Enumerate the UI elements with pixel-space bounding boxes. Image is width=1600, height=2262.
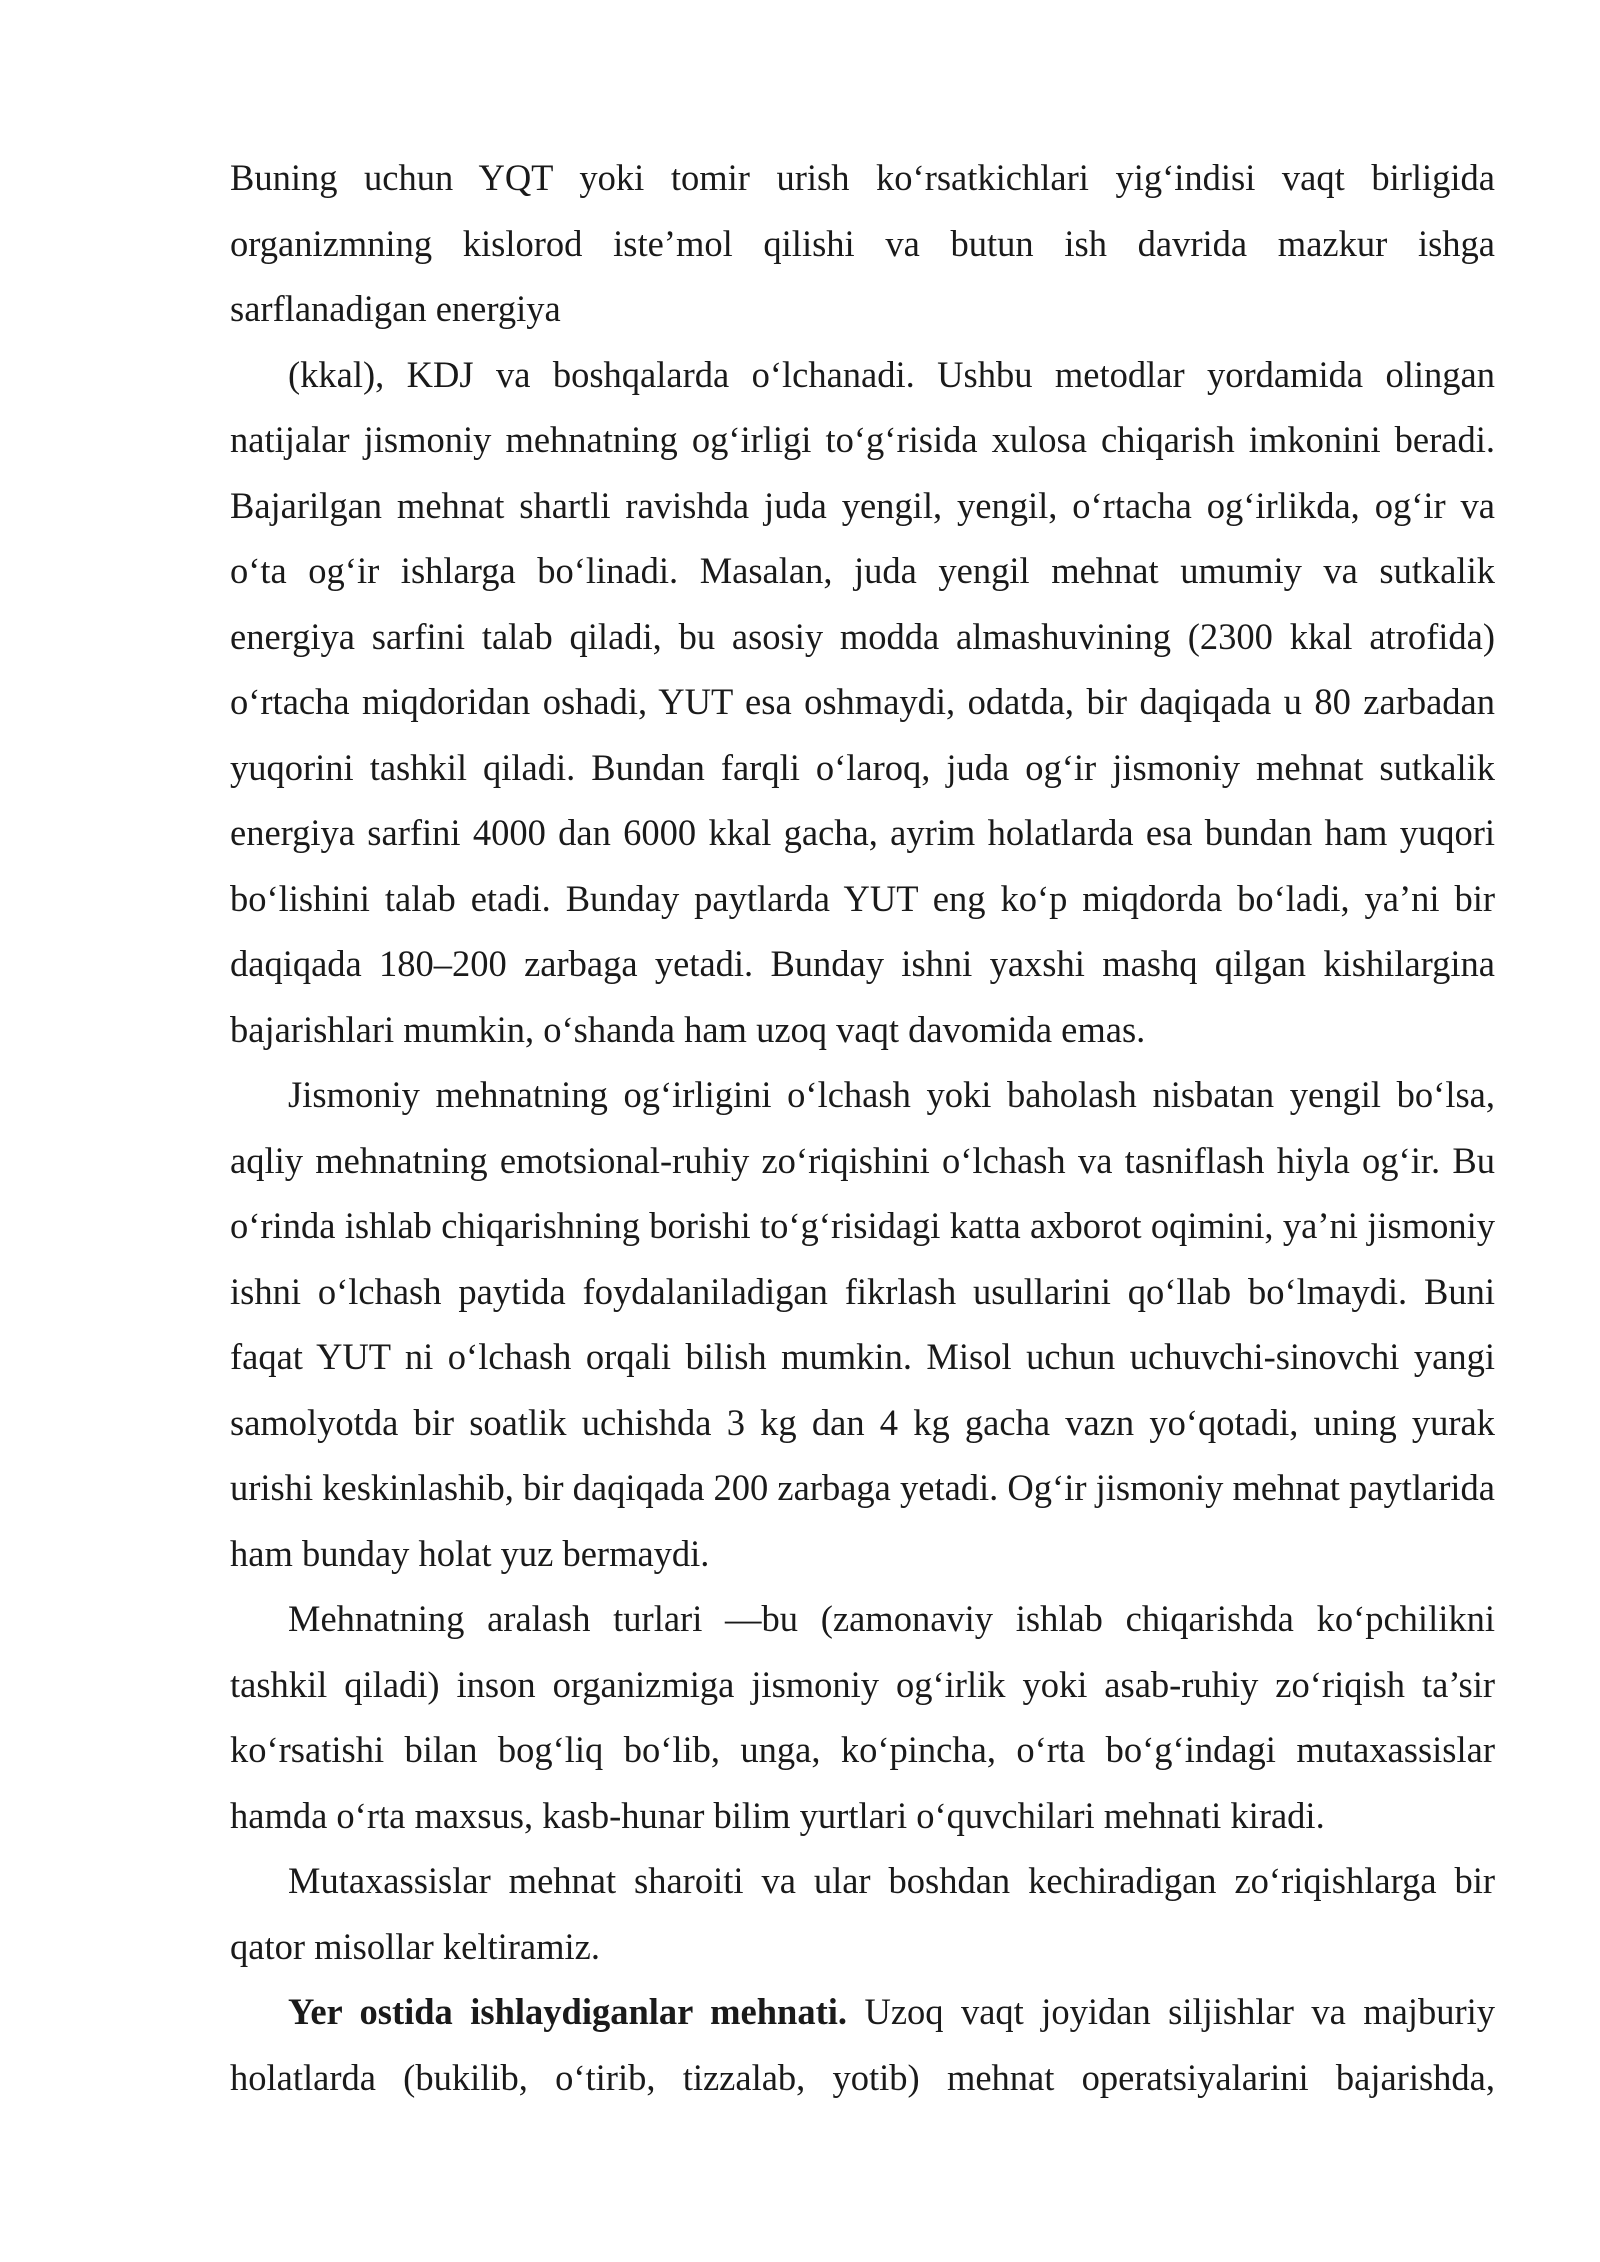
paragraph-1	[230, 145, 1495, 342]
paragraph-2	[230, 342, 1495, 1063]
section-heading-underground-work: Yer ostida ishlaydiganlar mehnati.	[288, 1991, 848, 2032]
paragraph-6-text: Uzoq vaqt joyidan siljishlar va majburiy holatlarda (bukilib, o‘tirib, tizzalab, yotib) mehnat operatsiyalarini bajarishda,	[230, 1991, 1495, 2098]
paragraph-4-text: Mehnatning aralash turlari —bu (zamonaviy ishlab chiqarishda ko‘pchilikni tashkil qiladi) inson organizmiga jismoniy og‘irlik yoki asab-ruhiy zo‘riqish ta’sir ko‘rsatishi bilan bog‘liq bo‘lib, unga, ko‘pincha, o‘rta bo‘g‘indagi mutaxassislar hamda o‘rta maxsus, kasb-hunar bilim yurtlari o‘quvchilari mehnati kiradi.	[230, 1598, 1495, 1836]
paragraph-2-text: (kkal), KDJ va boshqalarda o‘lchanadi. Ushbu metodlar yordamida olingan natijalar jismoniy mehnatning og‘irligi to‘g‘risida xulosa chiqarish imkonini beradi. Bajarilgan mehnat shartli ravishda juda yengil, yengil, o‘rtacha og‘irlikda, og‘ir va o‘ta og‘ir ishlarga bo‘linadi. Masalan, juda yengil mehnat umumiy va sutkalik energiya sarfini talab qiladi, bu asosiy modda almashuvining (2300 kkal atrofida) o‘rtacha miqdoridan oshadi, YUT esa oshmaydi, odatda, bir daqiqada u 80 zarbadan yuqorini tashkil qiladi. Bundan farqli o‘laroq, juda og‘ir jismoniy mehnat sutkalik energiya sarfini 4000 dan 6000 kkal gacha, ayrim holatlarda esa bundan ham yuqori bo‘lishini talab etadi. Bunday paytlarda YUT eng ko‘p miqdorda bo‘ladi, ya’ni bir daqiqada 180–200 zarbaga yetadi. Bunday ishni yaxshi mashq qilgan kishilargina bajarishlari mumkin, o‘shanda ham uzoq vaqt davomida emas.	[230, 353, 1495, 1050]
paragraph-3-text: Jismoniy mehnatning og‘irligini o‘lchash yoki baholash nisbatan yengil bo‘lsa, aqliy mehnatning emotsional-ruhiy zo‘riqishini o‘lchash va tasniflash hiyla og‘ir. Bu o‘rinda ishlab chiqarishning borishi to‘g‘risidagi katta axborot oqimini, ya’ni jismoniy ishni o‘lchash paytida foydalaniladigan fikrlash usullarini qo‘llab bo‘lmaydi. Buni faqat YUT ni o‘lchash orqali bilish mumkin. Misol uchun uchuvchi-sinovchi yangi samolyotda bir soatlik uchishda 3 kg dan 4 kg gacha vazn yo‘qotadi, uning yurak urishi keskinlashib, bir daqiqada 200 zarbaga yetadi. Og‘ir jismoniy mehnat paytlarida ham bunday holat yuz bermaydi.	[230, 1074, 1495, 1574]
paragraph-3	[230, 1062, 1495, 1586]
paragraph-6	[230, 1979, 1495, 2110]
paragraph-5-text: Mutaxassislar mehnat sharoiti va ular boshdan kechiradigan zo‘riqishlarga bir qator misollar keltiramiz.	[230, 1860, 1495, 1967]
paragraph-1-text: Buning uchun YQT yoki tomir urish ko‘rsatkichlari yig‘indisi vaqt birligida organizmning kislorod iste’mol qilishi va butun ish davrida mazkur ishga sarflanadigan energiya	[230, 157, 1495, 329]
paragraph-5	[230, 1848, 1495, 1979]
paragraph-4	[230, 1586, 1495, 1848]
document-page	[230, 145, 1495, 2110]
